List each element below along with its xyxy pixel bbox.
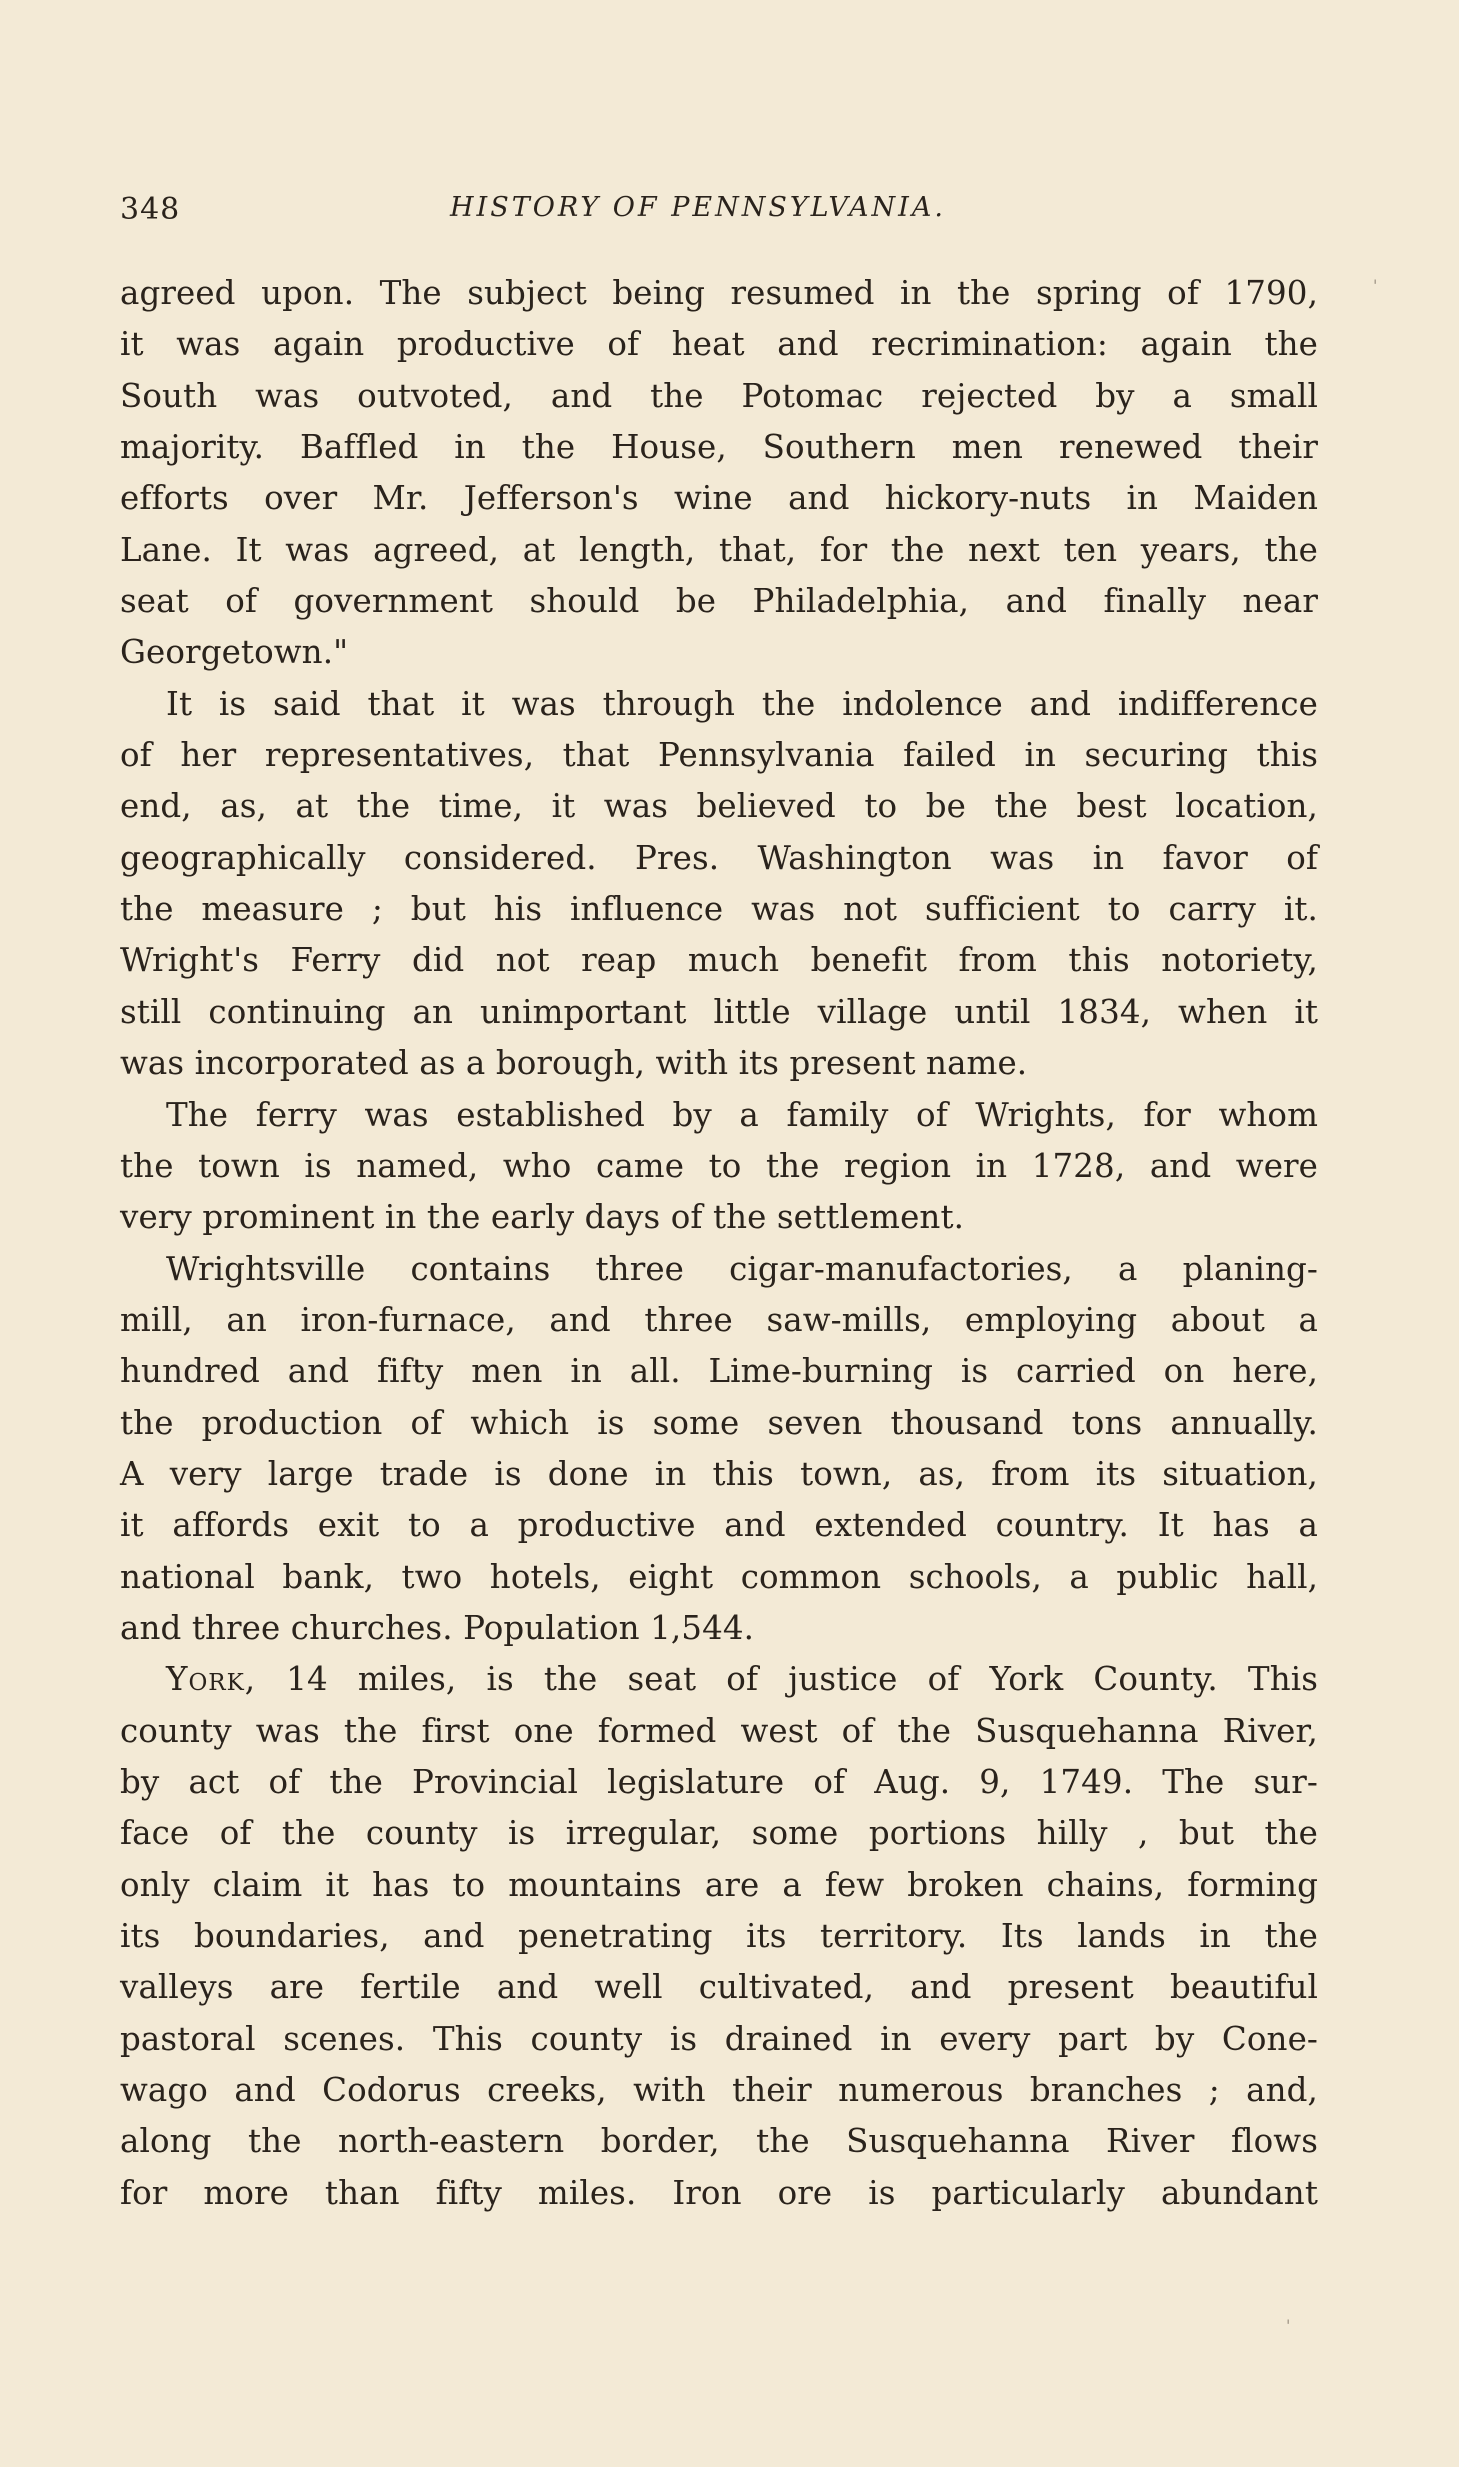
text-line: of her representatives, that Pennsylvania failed in securing this: [120, 736, 1318, 775]
text-line: Lane. It was agreed, at length, that, for the next ten years, the: [120, 530, 1318, 569]
text-line: The ferry was established by a family of Wrights, for whom: [166, 1095, 1318, 1134]
text-line: county was the first one formed west of the Susquehanna River,: [120, 1711, 1318, 1750]
text-line: [120, 1654, 1318, 1705]
text-line: it was again productive of heat and recrimination: again the: [120, 325, 1318, 364]
text-line: the town is named, who came to the region in 1728, and were: [120, 1146, 1318, 1185]
text-line: Wright's Ferry did not reap much benefit from this notoriety,: [120, 941, 1318, 980]
text-line: and three churches. Population 1,544.: [120, 1608, 755, 1647]
text-line: the measure ; but his influence was not sufficient to carry it.: [120, 890, 1318, 929]
body-text: [120, 268, 1318, 2219]
york-heading: York,: [166, 1660, 257, 1699]
text-line: the production of which is some seven thousand tons annually.: [120, 1403, 1318, 1442]
text-line: Georgetown.": [120, 633, 349, 672]
text-line: it affords exit to a productive and extended country. It has a: [120, 1506, 1318, 1545]
text-line: face of the county is irregular, some portions hilly , but the: [120, 1814, 1318, 1853]
text-line: along the north-eastern border, the Susquehanna River flows: [120, 2122, 1318, 2161]
text-line: mill, an iron-furnace, and three saw-mills, employing about a: [120, 1300, 1318, 1339]
page-number: 348: [120, 192, 181, 227]
text-line: A very large trade is done in this town, as, from its situation,: [120, 1454, 1318, 1493]
text-line: end, as, at the time, it was believed to be the best location,: [120, 787, 1318, 826]
text-line: It is said that it was through the indolence and indifference: [166, 684, 1318, 723]
text-line: national bank, two hotels, eight common schools, a public hall,: [120, 1557, 1318, 1596]
running-title: HISTORY OF PENNSYLVANIA.: [450, 192, 946, 223]
text-line: wago and Codorus creeks, with their numerous branches ; and,: [120, 2071, 1318, 2110]
text-line: by act of the Provincial legislature of Aug. 9, 1749. The sur-: [120, 1762, 1318, 1801]
text-line: seat of government should be Philadelphia, and finally near: [120, 582, 1318, 621]
text-line: South was outvoted, and the Potomac rejected by a small: [120, 376, 1318, 415]
paper-speck: ': [1286, 2316, 1291, 2335]
text-line: agreed upon. The subject being resumed in the spring of 1790,: [120, 274, 1318, 312]
text-line: efforts over Mr. Jefferson's wine and hickory-nuts in Maiden: [120, 479, 1318, 518]
text-line: geographically considered. Pres. Washington was in favor of: [120, 838, 1318, 877]
text-line: only claim it has to mountains are a few broken chains, forming: [120, 1865, 1318, 1904]
text-line: pastoral scenes. This county is drained in every part by Cone-: [120, 2019, 1318, 2058]
text-line: still continuing an unimportant little village until 1834, when it: [120, 992, 1318, 1031]
running-head: [120, 192, 1320, 232]
text-line: for more than fifty miles. Iron ore is particularly abundant: [120, 2173, 1318, 2212]
text-line: Wrightsville contains three cigar-manufactories, a planing-: [166, 1249, 1318, 1288]
text-line: very prominent in the early days of the settlement.: [120, 1198, 965, 1237]
paper-speck: ': [1373, 276, 1378, 295]
york-line-text: 14 miles, is the seat of justice of York County. This: [286, 1660, 1318, 1699]
text-line: its boundaries, and penetrating its territory. Its lands in the: [120, 1917, 1318, 1955]
text-line: valleys are fertile and well cultivated, and present beautiful: [120, 1968, 1318, 2007]
text-line: majority. Baffled in the House, Southern men renewed their: [120, 428, 1318, 467]
text-line: hundred and fifty men in all. Lime-burning is carried on here,: [120, 1352, 1318, 1391]
text-line: was incorporated as a borough, with its present name.: [120, 1044, 1028, 1083]
